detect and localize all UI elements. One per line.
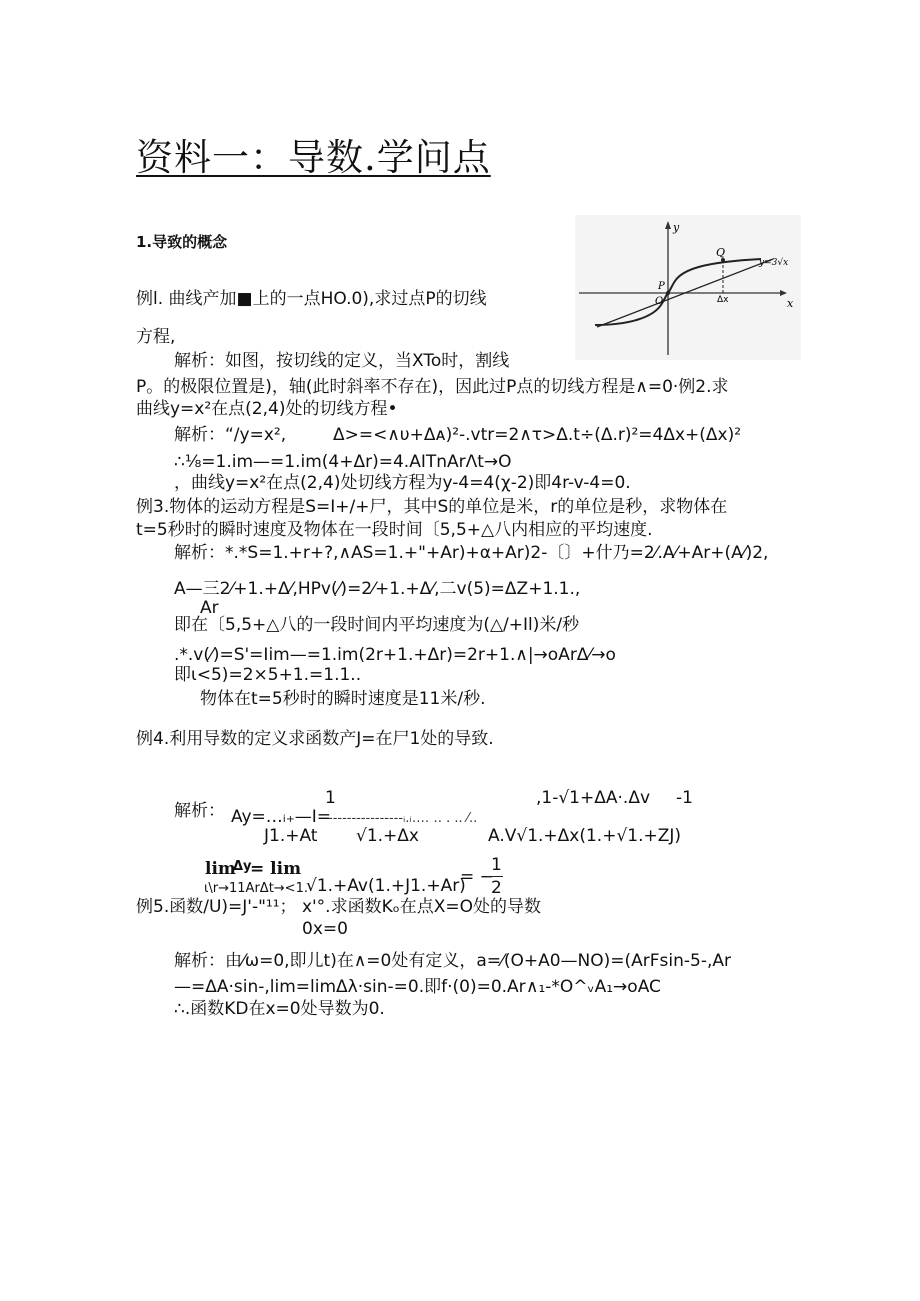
curve-label: y=3√x — [759, 258, 789, 268]
ex4-numerator-3: -1 — [676, 788, 693, 808]
y-axis-label: y — [673, 221, 680, 234]
ex2-line1a: 解析：“/y=x², — [174, 425, 287, 445]
ex4-result-sign: = − — [460, 867, 494, 887]
ex3-solution5: 即ι<5)=2×5+1.=1.1.. — [174, 665, 362, 685]
ex3-question2: t=5秒时的瞬时速度及物体在一段时间〔5,5+△八内相应的平均速度. — [136, 520, 653, 540]
ex1-solution-line3: 曲线y=x²在点(2,4)处的切线方程• — [136, 399, 398, 419]
ex3-solution4: .*.v(⁄)=S'=Iim—=1.im(2r+1.+Δr)=2r+1.∧|→oArΔ⁄→o — [174, 645, 616, 665]
point-q-label: Q — [716, 246, 726, 259]
origin-label: O — [655, 296, 664, 307]
ex4-question: 例4.利用导数的定义求函数产J=在尸1处的导致. — [136, 729, 494, 749]
ex3-solution2-denominator: Ar — [200, 598, 219, 618]
ex5-condition: 0x=0 — [302, 919, 348, 939]
ex3-solution1: 解析：*.*S=1.+r+?,∧AS=1.+"+Ar)+α+Ar)2-〔〕+什乃=2⁄.A⁄+Ar+(A⁄)2, — [174, 543, 769, 563]
section-heading: 1.导致的概念 — [136, 233, 228, 251]
ex1-question: 例l. 曲线产加■上的一点HO.0),求过点P的切线 — [136, 289, 487, 309]
ex4-numerator-1: 1 — [325, 788, 336, 808]
ex5-solution1: 解析：由⁄ω=0,即儿t)在∧=0处有定义，a=⁄(O+A0—NO)=(ArFsin-5-,Ar — [174, 951, 732, 971]
tangent-figure — [575, 215, 801, 360]
ex2-line2: ∴⅛=1.im—=1.im(4+Δr)=4.AITnArΛt→O — [174, 452, 512, 472]
point-p-label: P — [658, 281, 665, 292]
ex2-line1b: Δ>=<∧υ+Δᴀ)²-.vtr=2∧τ>Δ.t÷(Δ.r)²=4Δx+(Δx)² — [333, 425, 742, 445]
ex3-solution2: A—三2⁄+1.+Δ⁄,HPv(⁄)=2⁄+1.+Δ⁄,二v(5)=ΔZ+1.1., — [174, 579, 581, 599]
figure-background — [575, 215, 801, 360]
page-title: 资料一：导数.学问点 — [136, 136, 491, 179]
x-axis-label: x — [787, 297, 794, 310]
ex3-solution6: 物体在t=5秒时的瞬时速度是11米/秒. — [200, 689, 486, 709]
point-p-marker — [666, 291, 670, 295]
ex5-solution2: —=ΔA·sin-,lim=limΔλ·sin-=0.即f·(0)=0.Ar — [174, 977, 526, 997]
ex5-solution2b: ∧₁-*O^ᵥA₁→oAC — [526, 977, 661, 997]
ex4-lim-numerator: Δy — [233, 859, 252, 874]
ex1-question-cont: 方程, — [136, 327, 176, 347]
ex4-result-numerator: 1 — [491, 855, 502, 875]
delta-x-label: Δx — [717, 295, 729, 305]
ex4-numerator-2: ,1-√1+ΔA·.Δv — [536, 788, 651, 808]
ex4-lim-eq: = lim — [250, 859, 302, 879]
ex4-label: 解析： — [174, 801, 225, 821]
ex3-solution3: 即在〔5,5+△八的一段时间内平均速度为(△/+Il)米/秒 — [174, 615, 580, 635]
ex1-solution-line1: 解析：如图，按切线的定义，当XTo时，割线 — [174, 351, 510, 371]
ex5-solution3: ∴.函数KD在x=0处导数为0. — [174, 999, 385, 1019]
ex2-line3: ，曲线y=x²在点(2,4)处切线方程为y-4=4(χ-2)即4r-v-4=0. — [174, 473, 631, 493]
ex5-question: 例5.函数/U)=J'-"¹¹； x'°.求函数Kₒ在点X=O处的导数 — [136, 897, 542, 917]
ex4-fraction-bars: ----------------ᵢ.ᵢ‥‥ ‥ . .. ⁄.. — [328, 811, 478, 826]
ex4-denominator-3: A.V√1.+Δx(1.+√1.+ZJ) — [488, 826, 682, 846]
ex4-denominator-2: √1.+Δx — [356, 826, 419, 846]
ex4-result-denominator: 2 — [491, 878, 502, 898]
ex3-question1: 例3.物体的运动方程是S=I+/+尸，其中S的单位是米，r的单位是秒，求物体在 — [136, 497, 728, 517]
ex4-delta-y: Ay=…ᵢ₊—I= — [231, 807, 332, 827]
ex4-lim-subscript: ι\r→11ArΔt→<1. — [204, 881, 308, 896]
ex4-denominator-1: J1.+At — [264, 826, 318, 846]
ex4-lim-left: lim — [205, 859, 236, 879]
ex4-lim-denominator: √1.+Av(1.+J1.+Ar) — [306, 876, 466, 896]
ex1-solution-line2: P。的极限位置是)，轴(此时斜率不存在)，因此过P点的切线方程是∧=0·例2.求 — [136, 377, 729, 397]
